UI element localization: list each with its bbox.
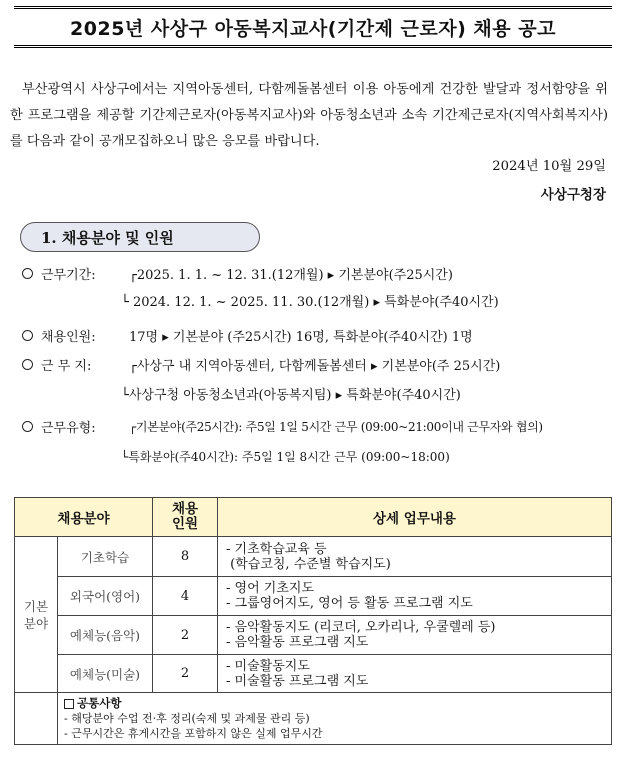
count-cell: 2 [153,616,218,655]
note-line: - 근무시간은 휴게시간을 포함하지 않은 실제 업무시간 [64,727,323,740]
notes-title: 공통사항 [77,696,122,710]
desc-cell [218,577,612,616]
field-cell: 기초학습 [58,537,153,577]
period-line-2: └ 2024. 12. 1. ~ 2025. 11. 30.(12개월) ▸ 특화분야(주40시간) [121,295,499,310]
location-line-1: ┌사상구 내 지역아동센터, 다함께돌봄센터 ▸ 기본분야(주 25시간) [129,359,501,374]
desc-line: - 기초학습교육 등 [226,541,327,557]
recruitment-table [14,497,612,745]
location-line-2: └사상구청 아동청소년과(아동복지팀) ▸ 특화분야(주40시간) [121,388,461,403]
signer: 사상구청장 [540,187,606,203]
circle-bullet-icon [22,268,33,279]
checkbox-square-icon [64,699,74,709]
location-row [22,355,500,374]
count-cell: 4 [153,577,218,616]
intro-text: 부산광역시 사상구에서는 지역아동센터, 다함께돌봄센터 이용 아동에게 건강한 발달과 정서함양을 위한 프로그램을 제공할 기간제근로자(아동복지교사)와 아동청소년과 소속 기간제근로자(지역사회복지사)를 다음과 같이 공개모집하오니 많은 응모를 바랍니다. [10,82,608,149]
notes-row [15,693,612,745]
field-cell: 예체능(미술) [58,655,153,693]
desc-line: - 그룹영어지도, 영어 등 활동 프로그램 지도 [226,596,473,611]
circle-bullet-icon [22,421,33,432]
circle-bullet-icon [22,359,33,370]
category-cell: 기본 분야 [15,537,58,693]
table-row [15,655,612,693]
count-cell: 2 [153,655,218,693]
hires-row [22,326,473,345]
hires-label: 채용인원: [41,330,96,345]
desc-cell [218,537,612,577]
table-row [15,577,612,616]
title-bar [14,6,612,48]
worktype-line-2: └특화분야(주40시간): 주5일 1일 8시간 근무 (09:00~18:00) [121,450,450,464]
section-heading-recruitment: 1. 채용분야 및 인원 [20,222,260,252]
desc-line: - 음악활동 프로그램 지도 [226,635,369,650]
desc-cell [218,616,612,655]
header-count: 채용 인원 [153,498,218,537]
worktype-row [22,417,543,436]
table-header-row [15,498,612,537]
field-cell: 예체능(음악) [58,616,153,655]
desc-line: - 미술활동지도 [226,658,310,674]
period-line-1: ┌2025. 1. 1. ~ 12. 31.(12개월) ▸ 기본분야(주25시간) [129,268,453,283]
hires-value: 17명 ▸ 기본분야 (주25시간) 16명, 특화분야(주40시간) 1명 [129,330,473,345]
desc-line: (학습코칭, 수준별 학습지도) [226,556,391,572]
worktype-label: 근무유형: [41,421,96,436]
desc-cell [218,655,612,693]
period-row [22,264,453,283]
table-row [15,537,612,577]
count-cell: 8 [153,537,218,577]
desc-line: - 미술활동 프로그램 지도 [226,673,369,689]
table-row [15,616,612,655]
intro-paragraph [10,77,608,155]
worktype-line-1: ┌기본분야(주25시간): 주5일 1일 5시간 근무 (09:00~21:00이내 근무자와 협의) [129,420,543,434]
header-field: 채용분야 [15,498,153,537]
notes-cell [58,693,612,745]
header-desc: 상세 업무내용 [218,498,612,537]
desc-line: - 영어 기초지도 [226,581,315,596]
page-title: 2025년 사상구 아동복지교사(기간제 근로자) 채용 공고 [70,17,556,40]
period-label: 근무기간: [41,268,96,283]
category-cell-continuation [15,693,58,745]
announcement-date: 2024년 10월 29일 [492,159,606,174]
location-label: 근 무 지: [41,359,92,374]
note-line: - 해당분야 수업 전·후 정리(숙제 및 과제물 관리 등) [64,712,310,725]
desc-line: - 음악활동지도 (리코더, 오카리나, 우쿨렐레 등) [226,620,496,635]
circle-bullet-icon [22,330,33,341]
field-cell: 외국어(영어) [58,577,153,616]
